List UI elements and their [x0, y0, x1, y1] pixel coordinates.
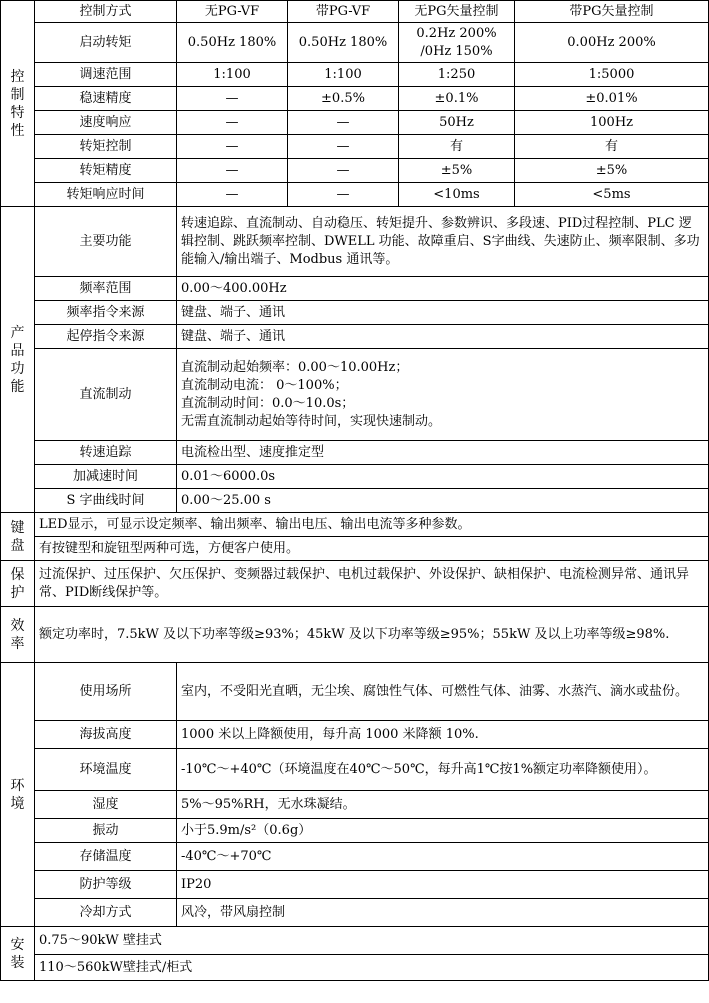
cell-text: 110～560kW壁挂式/柜式: [35, 955, 709, 981]
cell-value: <5ms: [515, 183, 709, 207]
table-row: [1, 927, 709, 955]
row-label: 直流制动: [35, 349, 177, 441]
category-protection-label: 保 护: [10, 566, 25, 601]
cell-text: 电流检出型、速度推定型: [177, 441, 709, 465]
cell-value: 0.50Hz 180%: [288, 23, 399, 63]
dc-brake-line: 无需直流制动起始等待时间，实现快速制动。: [181, 413, 442, 429]
row-label: 频率范围: [35, 277, 177, 301]
table-row: [1, 871, 709, 899]
header-no-pg-vf: 无PG-VF: [177, 1, 288, 23]
cell-value: —: [288, 111, 399, 135]
cell-text: 风冷，带风扇控制: [177, 899, 709, 927]
cell-value: —: [288, 135, 399, 159]
header-pg-vf: 带PG-VF: [288, 1, 399, 23]
cell-text: 室内，不受阳光直晒，无尘埃、腐蚀性气体、可燃性气体、油雾、水蒸汽、滴水或盐份。: [177, 663, 709, 721]
protection-text: 过流保护、过压保护、欠压保护、变频器过载保护、电机过载保护、外设保护、缺相保护、电流检测异常、通讯异常、PID断线保护等。: [35, 561, 709, 607]
row-label: 存储温度: [35, 843, 177, 871]
table-row: [1, 23, 709, 63]
dc-brake-line: 直流制动时间：0.0～10.0s；: [181, 395, 355, 411]
table-row: [1, 791, 709, 819]
table-row: [1, 537, 709, 561]
row-label: 加减速时间: [35, 465, 177, 489]
category-installation: [1, 927, 35, 981]
cell-text: 0.01～6000.0s: [177, 465, 709, 489]
table-row: [1, 441, 709, 465]
table-row: [1, 277, 709, 301]
cell-value: 0.50Hz 180%: [177, 23, 288, 63]
cell-value: ±5%: [399, 159, 515, 183]
category-environment: [1, 663, 35, 927]
category-control-label: 控 制 特 性: [10, 68, 25, 139]
main-functions-text: 转速追踪、直流制动、自动稳压、转矩提升、参数辨识、多段速、PID过程控制、PLC 逻辑控制、跳跃频率控制、DWELL 功能、故障重启、S字曲线、失速防止、频率限制、多功能输入/输出端子、Modbus 通讯等。: [177, 207, 709, 277]
cell-value: ±5%: [515, 159, 709, 183]
row-label: 防护等级: [35, 871, 177, 899]
dc-brake-line: 直流制动起始频率：0.00～10.00Hz；: [181, 359, 409, 375]
table-row: [1, 135, 709, 159]
table-row: [1, 325, 709, 349]
table-row: [1, 513, 709, 537]
cell-value: 有: [515, 135, 709, 159]
row-label: 环境温度: [35, 749, 177, 791]
row-label: 振动: [35, 819, 177, 843]
row-label: 频率指令来源: [35, 301, 177, 325]
cell-text: 0.75～90kW 壁挂式: [35, 927, 709, 955]
cell-value: 0.00Hz 200%: [515, 23, 709, 63]
cell-value: 100Hz: [515, 111, 709, 135]
row-label: 转矩精度: [35, 159, 177, 183]
dc-brake-line: 直流制动电流： 0～100%；: [181, 377, 348, 393]
cell-value: 有: [399, 135, 515, 159]
cell-text: -10℃～+40℃（环境温度在40℃～50℃，每升高1℃按1%额定功率降额使用）。: [177, 749, 709, 791]
row-label: S 字曲线时间: [35, 489, 177, 513]
row-label: 速度响应: [35, 111, 177, 135]
cell-value: —: [177, 135, 288, 159]
table-row: [1, 111, 709, 135]
table-row: [1, 465, 709, 489]
cell-value: 1:250: [399, 63, 515, 87]
row-label: 海拔高度: [35, 721, 177, 749]
row-label: 转矩响应时间: [35, 183, 177, 207]
dc-brake-text: [177, 349, 709, 441]
cell-text: 0.00～400.00Hz: [177, 277, 709, 301]
cell-value: —: [177, 87, 288, 111]
cell-text: 键盘、端子、通讯: [177, 325, 709, 349]
row-label: 主要功能: [35, 207, 177, 277]
table-row: [1, 159, 709, 183]
row-label: 调速范围: [35, 63, 177, 87]
cell-value: ±0.01%: [515, 87, 709, 111]
row-label: 稳速精度: [35, 87, 177, 111]
cell-value: —: [288, 183, 399, 207]
row-label: 转速追踪: [35, 441, 177, 465]
table-row: [1, 663, 709, 721]
header-pg-vector: 带PG矢量控制: [515, 1, 709, 23]
table-row: [1, 301, 709, 325]
cell-value: —: [177, 159, 288, 183]
cell-value: —: [177, 183, 288, 207]
category-keyboard-label: 键 盘: [10, 519, 25, 554]
cell-value: —: [288, 159, 399, 183]
row-label: 使用场所: [35, 663, 177, 721]
cell-value: ±0.1%: [399, 87, 515, 111]
row-label: 湿度: [35, 791, 177, 819]
category-control: [1, 1, 35, 207]
category-product-label: 产 品 功 能: [10, 324, 25, 395]
cell-text: 有按键型和旋钮型两种可选，方便客户使用。: [35, 537, 709, 561]
category-product: [1, 207, 35, 513]
table-row: [1, 207, 709, 277]
table-row: [1, 561, 709, 607]
cell-value: —: [177, 111, 288, 135]
category-installation-label: 安 装: [10, 936, 25, 971]
cell-text: 键盘、端子、通讯: [177, 301, 709, 325]
row-label: 转矩控制: [35, 135, 177, 159]
cell-value: 50Hz: [399, 111, 515, 135]
table-row: [1, 607, 709, 663]
cell-text: 5%～95%RH，无水珠凝结。: [177, 791, 709, 819]
table-row: [1, 819, 709, 843]
category-keyboard: [1, 513, 35, 561]
category-efficiency: [1, 607, 35, 663]
row-label: 启动转矩: [35, 23, 177, 63]
table-row: [1, 349, 709, 441]
cell-text: -40℃～+70℃: [177, 843, 709, 871]
table-row: [1, 843, 709, 871]
category-efficiency-label: 效 率: [10, 617, 25, 652]
efficiency-text: 额定功率时，7.5kW 及以下功率等级≥93%；45kW 及以下功率等级≥95%；55kW 及以上功率等级≥98%.: [35, 607, 709, 663]
category-protection: [1, 561, 35, 607]
category-environment-label: 环 境: [10, 777, 25, 812]
table-row: [1, 749, 709, 791]
cell-value: ±0.5%: [288, 87, 399, 111]
table-row: [1, 63, 709, 87]
cell-value: 1:100: [177, 63, 288, 87]
table-row: [1, 183, 709, 207]
header-no-pg-vector: 无PG矢量控制: [399, 1, 515, 23]
cell-value: 1:5000: [515, 63, 709, 87]
cell-value: 1:100: [288, 63, 399, 87]
table-row: [1, 489, 709, 513]
header-control-mode: 控制方式: [35, 1, 177, 23]
table-row: [1, 721, 709, 749]
control-header-row: [1, 1, 709, 23]
table-row: [1, 87, 709, 111]
cell-value: <10ms: [399, 183, 515, 207]
row-label: 起停指令来源: [35, 325, 177, 349]
table-row: [1, 899, 709, 927]
table-row: [1, 955, 709, 981]
cell-text: 小于5.9m/s²（0.6g）: [177, 819, 709, 843]
cell-value-multiline: 0.2Hz 200% /0Hz 150%: [399, 23, 515, 63]
cell-text: IP20: [177, 871, 709, 899]
cell-text: LED显示，可显示设定频率、输出频率、输出电压、输出电流等多种参数。: [35, 513, 709, 537]
cell-text: 1000 米以上降额使用，每升高 1000 米降额 10%.: [177, 721, 709, 749]
cell-text: 0.00～25.00 s: [177, 489, 709, 513]
row-label: 冷却方式: [35, 899, 177, 927]
